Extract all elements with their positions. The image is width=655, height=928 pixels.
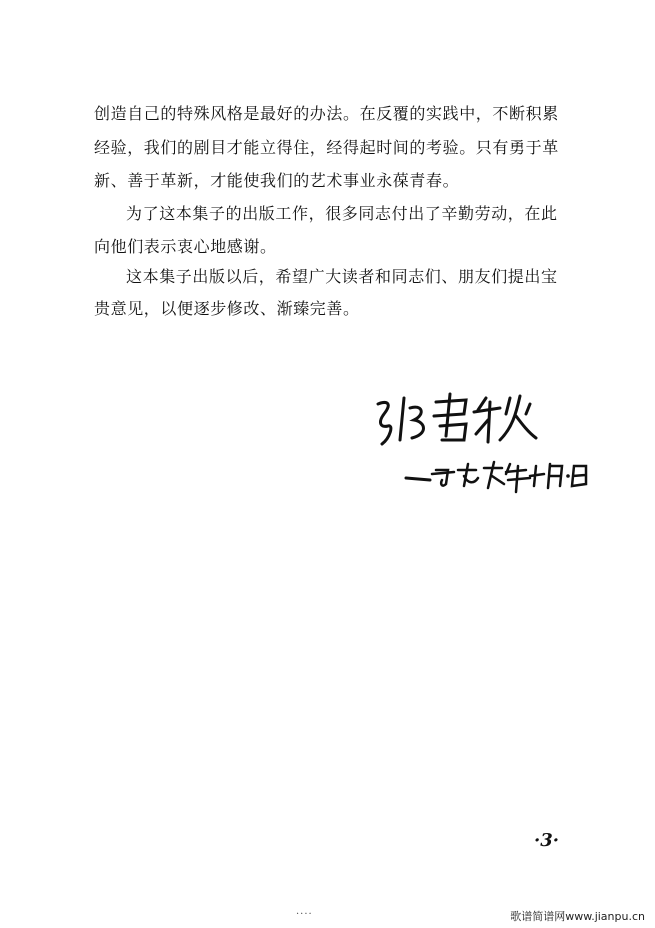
text-line: 这本集子出版以后，希望广大读者和同志们、朋友们提出宝 — [126, 267, 558, 286]
page-number: ·3· — [534, 830, 560, 851]
text-line: 新、善于革新，才能使我们的艺术事业永葆青春。 — [94, 171, 460, 190]
text-line: 贵意见，以便逐步修改、渐臻完善。 — [94, 299, 360, 318]
watermark-text: 歌谱简谱网www.jianpu.cn — [510, 910, 645, 923]
text-line: 向他们表示衷心地感谢。 — [94, 237, 277, 256]
handwritten-signature — [360, 380, 590, 510]
footer-mark: ···· — [296, 909, 313, 920]
text-line: 经验，我们的剧目才能立得住，经得起时间的考验。只有勇于革 — [94, 138, 559, 157]
text-line: 创造自己的特殊风格是最好的办法。在反覆的实践中，不断积累 — [94, 104, 559, 123]
text-line: 为了这本集子的出版工作，很多同志付出了辛勤劳动，在此 — [126, 204, 558, 223]
